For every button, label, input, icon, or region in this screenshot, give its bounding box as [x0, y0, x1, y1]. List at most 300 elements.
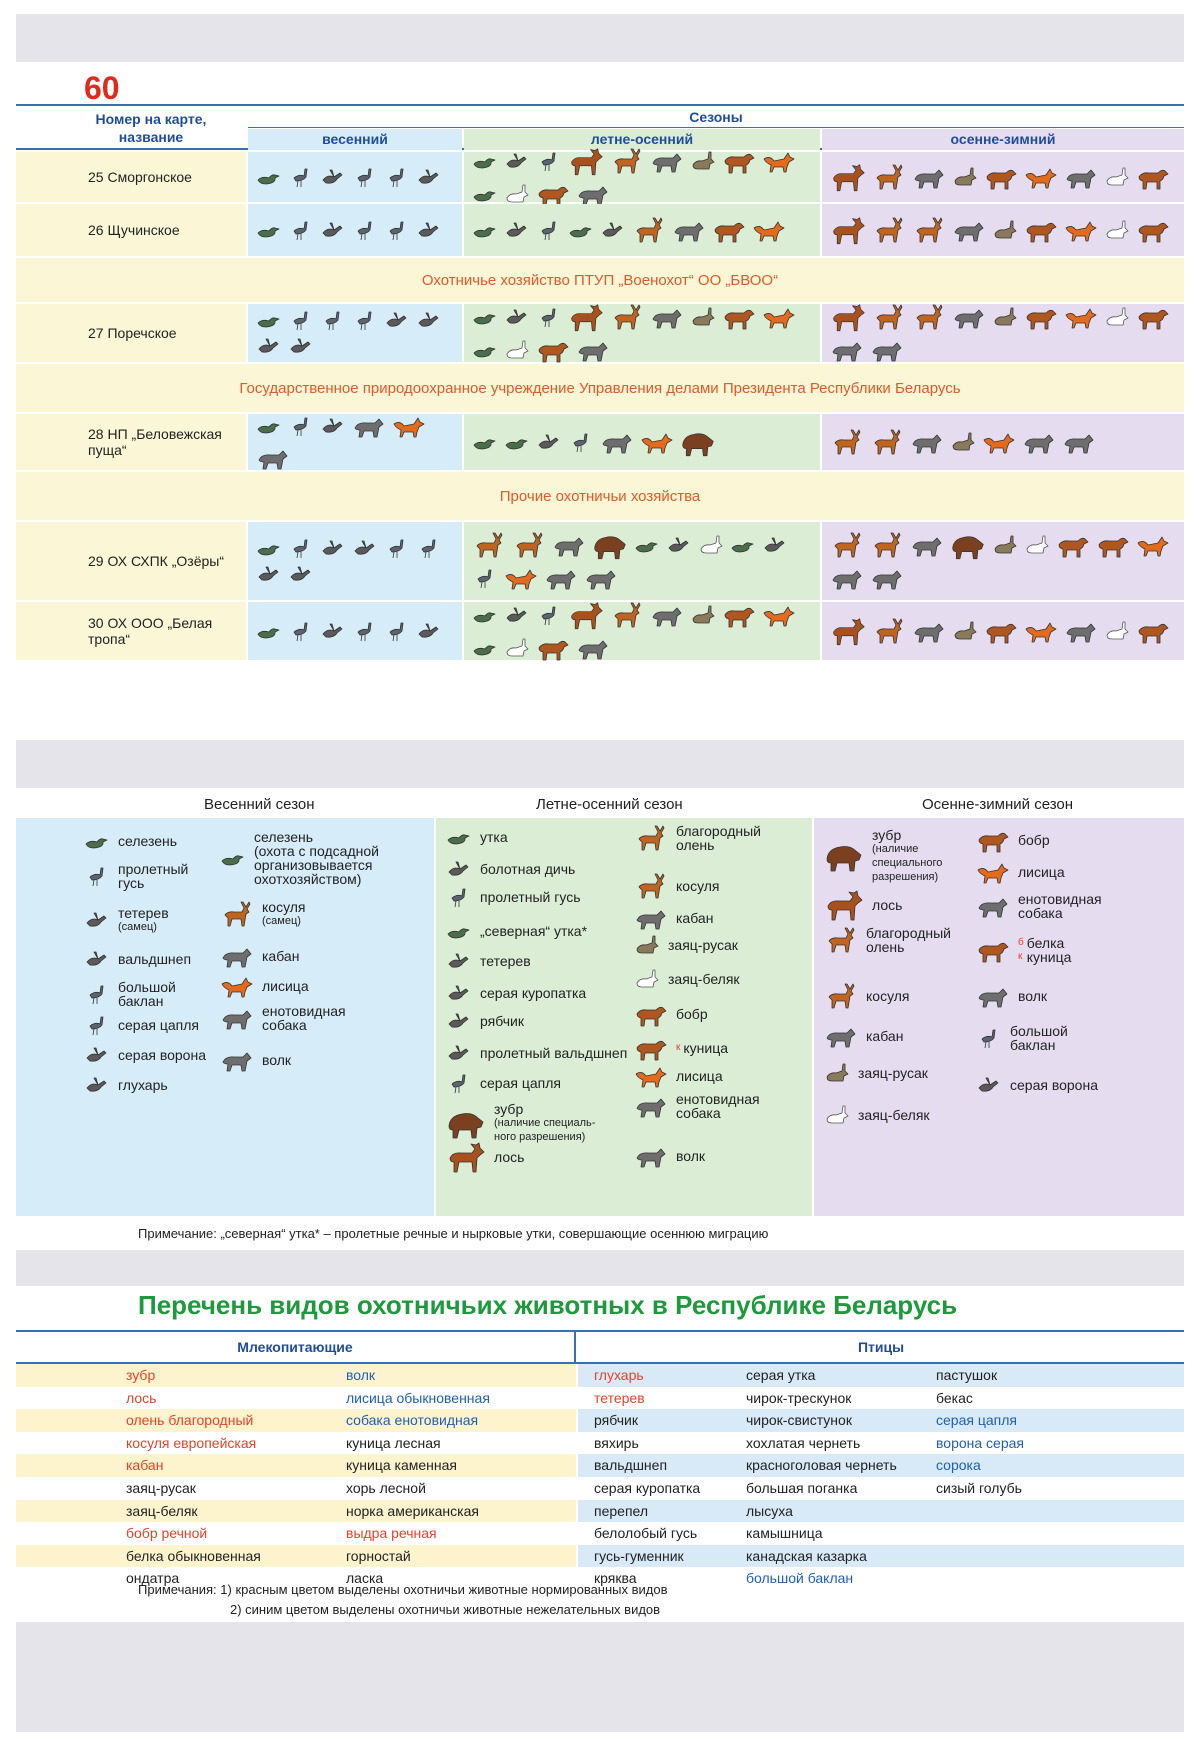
cormorant-icon [352, 219, 378, 241]
legend-label: белка куница [1026, 935, 1072, 965]
moose-icon [568, 146, 604, 177]
mammal-species: собака енотовидная [346, 1412, 479, 1429]
mammal-species: лисица обыкновенная [346, 1389, 490, 1406]
brown-hare-icon [824, 1062, 850, 1084]
fox-icon [220, 972, 254, 1000]
legend-item [976, 1024, 1068, 1052]
autumn-species-cell [822, 152, 1184, 202]
bison-icon [446, 1106, 486, 1140]
roe-deer-icon [912, 216, 946, 244]
legend-sublabel: (наличие специаль- ного разрешения) [494, 1117, 596, 1143]
roe-deer-icon [610, 303, 644, 331]
bird-species: глухарь [594, 1367, 644, 1383]
red-deer-icon [830, 531, 864, 559]
goose-icon [536, 150, 562, 172]
raccoon-dog-icon [1022, 428, 1056, 456]
marten-icon [1136, 617, 1170, 645]
legend-text [1018, 936, 1071, 964]
birds-cells [578, 1364, 1184, 1387]
legend-text [262, 1053, 291, 1067]
legend-label: глухарь [118, 1077, 168, 1093]
birds-cells [578, 1387, 1184, 1410]
legend-text [118, 1078, 168, 1092]
list-gray-band [16, 1250, 1184, 1286]
bird-species: серая цапля [936, 1412, 1017, 1429]
cormorant-icon [84, 983, 110, 1005]
legend-item [976, 982, 1047, 1010]
middle-gray-band [16, 740, 1184, 788]
hunting-ground-name [16, 304, 246, 362]
legend-item [446, 858, 575, 880]
legend-label: тетерев [480, 953, 531, 969]
legend-sublabel: (самец) [118, 921, 157, 933]
species-list-header [16, 1330, 1184, 1364]
roe-deer-icon [512, 531, 546, 559]
legend-text [676, 1007, 708, 1021]
legend-text [118, 980, 176, 1008]
spring-species-cell [248, 304, 462, 362]
legend-text [676, 911, 713, 925]
red-deer-icon [634, 824, 668, 852]
hunting-ground-name [16, 204, 246, 256]
legend-label: бобр [676, 1006, 708, 1022]
legend-label: пролетный гусь [118, 861, 189, 891]
legend-text [480, 1046, 627, 1060]
autumn-species-cell [822, 602, 1184, 660]
snipe-icon [504, 219, 530, 241]
moose-icon [824, 888, 864, 922]
goose-icon [536, 306, 562, 328]
legend-label: бобр [1018, 832, 1050, 848]
boar-icon [650, 601, 684, 629]
roe-deer-icon [872, 617, 906, 645]
legend-label: селезень (охота с подсадной организовывается охотхозяйством) [254, 829, 379, 887]
capercaillie-icon [84, 1074, 110, 1096]
raccoon-dog-icon [220, 1004, 254, 1032]
goose-icon [446, 886, 472, 908]
drake-icon [256, 537, 282, 559]
goose-icon [288, 166, 314, 188]
legend-text [118, 906, 169, 934]
hunting-ground-name [16, 152, 246, 202]
legend-item [84, 906, 169, 934]
drake-icon [256, 620, 282, 642]
bird-species: чирок-свистунок [746, 1412, 852, 1429]
boar-icon [634, 904, 668, 932]
fox-icon [392, 412, 426, 440]
red-deer-icon [830, 428, 864, 456]
legend-text [1010, 1078, 1098, 1092]
header-spring: весенний [248, 129, 462, 150]
black-grouse-icon [446, 950, 472, 972]
marten-icon [976, 936, 1010, 964]
bird-species: серая куропатка [594, 1479, 701, 1496]
snipe-icon [504, 604, 530, 626]
map-number: 28 [88, 426, 104, 442]
legend-text [668, 972, 740, 986]
birds-cells [578, 1567, 1184, 1590]
legend-label: тетерев [118, 905, 169, 921]
woodcock-icon [352, 537, 378, 559]
crow-icon [416, 620, 442, 642]
boar-icon [650, 303, 684, 331]
legend-item [446, 1140, 524, 1174]
mammal-species: куница лесная [346, 1434, 441, 1451]
legend-label: кабан [262, 948, 300, 964]
marten-icon [712, 216, 746, 244]
species-row [16, 1432, 1184, 1455]
bird-species: сизый голубь [936, 1479, 1022, 1496]
legend-text [480, 924, 587, 938]
legend-text [1018, 989, 1047, 1003]
fox-icon [1136, 531, 1170, 559]
legend-label: куница [683, 1040, 729, 1056]
legend-item [976, 892, 1102, 920]
mammals-cells [16, 1454, 576, 1477]
legend-item [634, 1092, 760, 1120]
legend-item [634, 1000, 708, 1028]
legend-note: Примечание: „северная“ утка* – пролетные речные и нырковые утки, совершающие осеннюю миграцию [138, 1226, 769, 1241]
mammal-species: заяц-беляк [126, 1502, 198, 1519]
legend-text [118, 834, 177, 848]
fox-icon [634, 1062, 668, 1090]
page-number: 60 [84, 70, 120, 106]
duck-icon [472, 150, 498, 172]
beaver-icon [976, 826, 1010, 854]
marten-icon [536, 634, 570, 662]
legend-autumn [814, 818, 1184, 1216]
beaver-icon [722, 303, 756, 331]
moose-icon [830, 215, 866, 246]
marten-icon [634, 1034, 668, 1062]
bird-species: серая утка [746, 1367, 816, 1383]
header-birds: Птицы [857, 1339, 905, 1355]
legend-item [84, 1074, 168, 1096]
legend-label: большой баклан [118, 979, 176, 1009]
moose-icon [830, 162, 866, 193]
legend-label: косуля [262, 899, 306, 915]
roe-deer-icon [610, 147, 644, 175]
table-header [16, 104, 1184, 150]
legend-label: лисица [262, 978, 309, 994]
hunting-ground-name [16, 414, 246, 470]
ground-title: ОХ СХПК „Озёры“ [107, 553, 224, 569]
cormorant-icon [352, 620, 378, 642]
moose-icon [446, 1140, 486, 1174]
legend-label: заяц-русак [668, 937, 738, 953]
legend-label: вальдшнеп [118, 951, 192, 967]
legend-label: лось [872, 897, 903, 913]
fox-icon [976, 858, 1010, 886]
roe-deer-icon [824, 982, 858, 1010]
species-list [16, 1330, 1184, 1590]
wolf-icon [576, 336, 610, 364]
legend-mark: б к [1018, 937, 1024, 962]
legend-item [446, 1072, 561, 1094]
boar-icon [952, 216, 986, 244]
legend-label: енотовидная собака [1018, 891, 1102, 921]
mammal-species: заяц-русак [126, 1479, 196, 1496]
northern-duck-icon [472, 183, 498, 205]
legend-item [220, 972, 309, 1000]
beaver-icon [634, 1000, 668, 1028]
legend-text [1010, 1024, 1068, 1052]
legend-mark: к [676, 1042, 681, 1053]
bird-species: пастушок [936, 1367, 998, 1383]
legend-item [446, 1042, 627, 1064]
goose-icon [288, 415, 314, 437]
beaver-icon [722, 147, 756, 175]
ground-title: Щучинское [107, 222, 180, 238]
wolf-icon [220, 1046, 254, 1074]
white-hare-icon [504, 183, 530, 205]
mammal-species: косуля европейская [126, 1434, 257, 1451]
legend-label: кабан [866, 1028, 904, 1044]
legend-label: зубр [872, 827, 902, 843]
red-deer-icon [824, 926, 858, 954]
hunting-ground-name [16, 602, 246, 660]
legend-title-spring: Весенний сезон [204, 796, 315, 813]
birds-cells [578, 1409, 1184, 1432]
summer-species-cell [464, 304, 820, 362]
legend-item [824, 1062, 928, 1084]
duck-icon [472, 306, 498, 328]
legend-text [254, 830, 379, 886]
summer-species-cell [464, 414, 820, 470]
drake-icon [84, 830, 110, 852]
spring-species-cell [248, 204, 462, 256]
snipe-icon [504, 306, 530, 328]
legend-title-summer: Летне-осенний сезон [536, 796, 683, 813]
goose-icon [536, 604, 562, 626]
white-hare-icon [1104, 306, 1130, 328]
legend-summer [436, 818, 812, 1216]
roe-deer-icon [912, 303, 946, 331]
fox-icon [504, 564, 538, 592]
header-summer: летне-осенний [464, 129, 820, 150]
legend-item [84, 980, 176, 1008]
white-hare-icon [824, 1104, 850, 1126]
wolf-icon [352, 412, 386, 440]
map-number: 26 [88, 222, 104, 238]
mammal-species: олень благородный [126, 1412, 254, 1429]
fox-icon [1024, 163, 1058, 191]
fox-icon [762, 147, 796, 175]
legend-label: серая куропатка [480, 985, 587, 1001]
bird-species: вяхирь [594, 1434, 639, 1451]
legend-spring [16, 818, 434, 1216]
mammal-species: выдра речная [346, 1525, 437, 1542]
hunting-ground-row [16, 204, 1184, 256]
roe-deer-icon [870, 531, 904, 559]
legend-text [480, 1014, 524, 1028]
legend-titles [16, 792, 1184, 818]
beaver-icon [984, 163, 1018, 191]
marten-icon [1136, 303, 1170, 331]
species-note-blue: 2) синим цветом выделены охотничьи животные нежелательных видов [230, 1602, 661, 1617]
legend-text [866, 1029, 903, 1043]
snipe-icon [536, 431, 562, 453]
legend-label: волк [1018, 988, 1048, 1004]
species-row [16, 1522, 1184, 1545]
northern-duck-icon [446, 920, 472, 942]
bird-species: белолобый гусь [594, 1525, 698, 1542]
species-row [16, 1387, 1184, 1410]
red-deer-icon [872, 216, 906, 244]
birds-cells [578, 1500, 1184, 1523]
section-banner: Охотничье хозяйство ПТУП „Военохот“ ОО „БВОО“ [16, 258, 1184, 302]
northern-duck-icon [472, 339, 498, 361]
snipe-icon [504, 150, 530, 172]
moose-icon [830, 302, 866, 333]
drake-icon [256, 415, 282, 437]
mammal-species: кабан [126, 1457, 164, 1474]
mammals-cells [16, 1364, 576, 1387]
wolf-icon [870, 336, 904, 364]
woodcock-icon [446, 1042, 472, 1064]
capercaillie-icon [416, 309, 442, 331]
legend-text [480, 1076, 561, 1090]
marten-icon [536, 336, 570, 364]
map-number: 30 [88, 615, 104, 631]
legend-label: косуля [676, 878, 720, 894]
legend-label: серая цапля [118, 1017, 199, 1033]
map-number: 27 [88, 325, 104, 341]
roe-deer-icon [870, 428, 904, 456]
legend-text [676, 1149, 705, 1163]
birds-cells [578, 1454, 1184, 1477]
brown-hare-icon [952, 620, 978, 642]
legend-label: пролетный вальдшнеп [480, 1045, 628, 1061]
goose-icon [472, 567, 498, 589]
mammals-cells [16, 1409, 576, 1432]
bird-species: хохлатая чернеть [746, 1434, 861, 1451]
species-list-title: Перечень видов охотничьих животных в Республике Беларусь [138, 1290, 958, 1320]
heron-icon [384, 620, 410, 642]
roe-deer-icon [632, 216, 666, 244]
goose-icon [84, 865, 110, 887]
hunting-ground-row [16, 304, 1184, 362]
section-banner: Государственное природоохранное учреждение Управления делами Президента Республики Беларусь [16, 364, 1184, 412]
beaver-icon [1024, 216, 1058, 244]
legend-text [262, 1004, 346, 1032]
summer-species-cell [464, 602, 820, 660]
ground-title: НП „Беловежская пуща“ [88, 426, 222, 458]
legend-text [866, 926, 951, 954]
mammal-species: горностай [346, 1547, 411, 1564]
legend-text [480, 986, 586, 1000]
bison-icon [824, 839, 864, 873]
legend-text [866, 989, 910, 1003]
beaver-icon [1056, 531, 1090, 559]
legend-label: болотная дичь [480, 861, 576, 877]
marten-icon [1136, 163, 1170, 191]
brown-hare-icon [992, 219, 1018, 241]
white-hare-icon [1104, 620, 1130, 642]
moose-icon [568, 302, 604, 333]
hunting-ground-row [16, 602, 1184, 660]
species-row [16, 1545, 1184, 1568]
mammal-species: ласка [346, 1570, 384, 1587]
hunting-ground-name [16, 522, 246, 600]
black-grouse-icon [256, 335, 282, 357]
legend-text [668, 938, 738, 952]
legend-item [446, 982, 586, 1004]
bison-icon [950, 530, 986, 561]
mammal-species: ондатра [126, 1570, 180, 1587]
legend-item [84, 1014, 199, 1036]
white-hare-icon [504, 339, 530, 361]
legend-item [446, 826, 508, 848]
boar-icon [672, 216, 706, 244]
legend-text [676, 824, 761, 852]
fox-icon [1024, 617, 1058, 645]
boar-icon [952, 303, 986, 331]
white-hare-icon [1024, 534, 1050, 556]
mammals-cells [16, 1432, 576, 1455]
mammals-cells [16, 1477, 576, 1500]
summer-species-cell [464, 522, 820, 600]
bird-species: сорока [936, 1457, 981, 1474]
brown-hare-icon [952, 166, 978, 188]
legend-item [634, 1142, 705, 1170]
legend-text [1018, 892, 1102, 920]
species-row [16, 1364, 1184, 1387]
brown-hare-icon [690, 604, 716, 626]
hazel-grouse-icon [446, 1010, 472, 1032]
brown-hare-icon [950, 431, 976, 453]
legend-text [118, 862, 188, 890]
brown-hare-icon [992, 534, 1018, 556]
map-number: 29 [88, 553, 104, 569]
fox-icon [1064, 216, 1098, 244]
wolf-icon [576, 634, 610, 662]
bird-species: бекас [936, 1389, 973, 1406]
partridge-icon [446, 982, 472, 1004]
raccoon-dog-icon [256, 444, 290, 472]
legend-text [118, 1018, 199, 1032]
legend-item [84, 948, 191, 970]
legend-label: серая цапля [480, 1075, 561, 1091]
legend-label: лось [494, 1149, 525, 1165]
legend-label: рябчик [480, 1013, 525, 1029]
heron-icon [84, 1014, 110, 1036]
goose-icon [536, 219, 562, 241]
autumn-species-cell [822, 414, 1184, 470]
crow-icon [384, 309, 410, 331]
legend-text [676, 1092, 760, 1120]
species-list-notes [138, 1580, 668, 1620]
goose-icon [288, 219, 314, 241]
legend-item [634, 1062, 723, 1090]
cormorant-icon [976, 1027, 1002, 1049]
legend-item [446, 920, 587, 942]
mammals-cells [16, 1387, 576, 1410]
marten-icon [1096, 531, 1130, 559]
moose-icon [568, 600, 604, 631]
white-hare-icon [1104, 219, 1130, 241]
boar-icon [220, 942, 254, 970]
duck-icon [472, 604, 498, 626]
heron-icon [384, 166, 410, 188]
bison-icon [680, 427, 716, 458]
bird-species: большой баклан [746, 1570, 854, 1587]
raccoon-dog-icon [830, 336, 864, 364]
legend-text [480, 830, 508, 844]
red-deer-icon [872, 303, 906, 331]
drake-icon [256, 309, 282, 331]
legend-text [480, 890, 581, 904]
